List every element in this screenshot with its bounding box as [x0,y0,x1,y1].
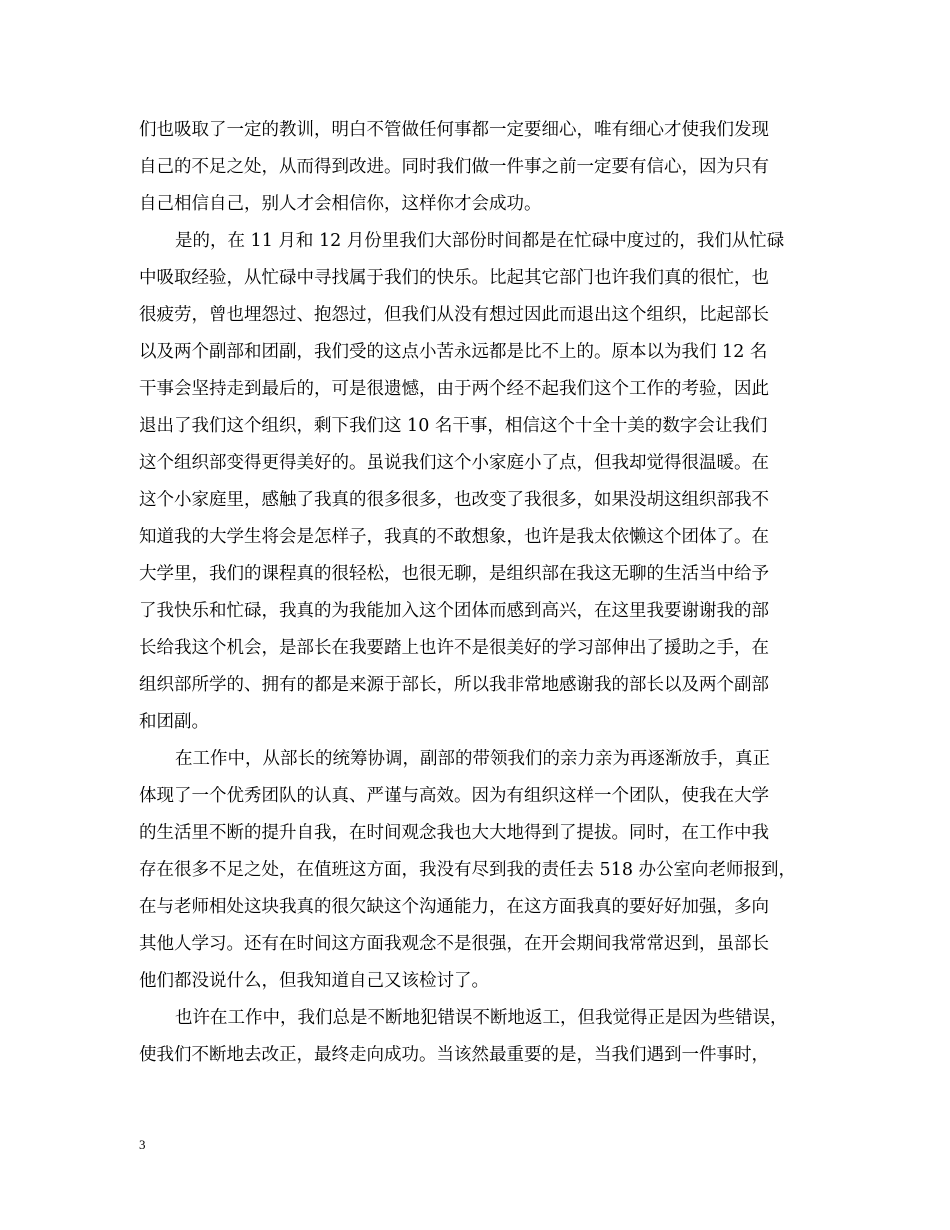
text-line-21: 存在很多不足之处，在值班这方面，我没有尽到我的责任去 518 办公室向老师报到， [139,860,797,880]
text-line-6: 很疲劳，曾也埋怨过、抱怨过，但我们从没有想过因此而退出这个组织，比起部长 [139,305,769,325]
text-line-12: 知道我的大学生将会是怎样子，我真的不敢想象，也许是我太依懒这个团体了。在 [139,527,769,547]
text-line-19: 体现了一个优秀团队的认真、严谨与高效。因为有组织这样一个团队，使我在大学 [139,786,769,806]
text-line-15: 长给我这个机会，是部长在我要踏上也许不是很美好的学习部伸出了援助之手，在 [139,638,769,658]
text-line-16: 组织部所学的、拥有的都是来源于部长，所以我非常地感谢我的部长以及两个副部 [139,675,769,695]
text-line-3: 自己相信自己，别人才会相信你，这样你才会成功。 [139,194,542,214]
text-line-13: 大学里，我们的课程真的很轻松，也很无聊，是组织部在我这无聊的生活当中给予 [139,564,769,584]
text-line-24: 他们都没说什么，但我知道自己又该检讨了。 [139,971,489,991]
text-line-1: 们也吸取了一定的教训，明白不管做任何事都一定要细心，唯有细心才使我们发现 [139,120,769,140]
text-line-22: 在与老师相处这块我真的很欠缺这个沟通能力，在这方面我真的要好好加强，多向 [139,897,769,917]
text-line-11: 这个小家庭里，感触了我真的很多很多，也改变了我很多，如果没胡这组织部我不 [139,490,769,510]
text-line-23: 其他人学习。还有在时间这方面我观念不是很强，在开会期间我常常迟到，虽部长 [139,934,769,954]
text-line-7: 以及两个副部和团副，我们受的这点小苦永远都是比不上的。原本以为我们 12 名 [139,342,768,362]
text-line-8: 干事会坚持走到最后的，可是很遗憾，由于两个经不起我们这个工作的考验，因此 [139,379,769,399]
text-line-2: 自己的不足之处，从而得到改进。同时我们做一件事之前一定要有信心，因为只有 [139,157,769,177]
text-line-20: 的生活里不断的提升自我，在时间观念我也大大地得到了提拔。同时，在工作中我 [139,823,769,843]
text-line-14: 了我快乐和忙碌，我真的为我能加入这个团体而感到高兴，在这里我要谢谢我的部 [139,601,769,621]
page-number: 3 [139,1137,146,1152]
paragraph-start-line: 也许在工作中，我们总是不断地犯错误不断地返工，但我觉得正是因为些错误， [175,1008,788,1028]
text-line-5: 中吸取经验，从忙碌中寻找属于我们的快乐。比起其它部门也许我们真的很忙，也 [139,268,769,288]
text-line-9: 退出了我们这个组织，剩下我们这 10 名干事，相信这个十全十美的数字会让我们 [139,416,768,436]
text-line-26: 使我们不断地去改正，最终走向成功。当该然最重要的是，当我们遇到一件事时， [139,1045,769,1065]
text-line-17: 和团副。 [139,712,209,732]
paragraph-start-line: 是的，在 11 月和 12 月份里我们大部份时间都是在忙碌中度过的，我们从忙碌 [175,231,785,251]
text-line-10: 这个组织部变得更得美好的。虽说我们这个小家庭小了点，但我却觉得很温暖。在 [139,453,769,473]
paragraph-start-line: 在工作中，从部长的统筹协调，副部的带领我们的亲力亲为再逐渐放手，真正 [175,749,770,769]
